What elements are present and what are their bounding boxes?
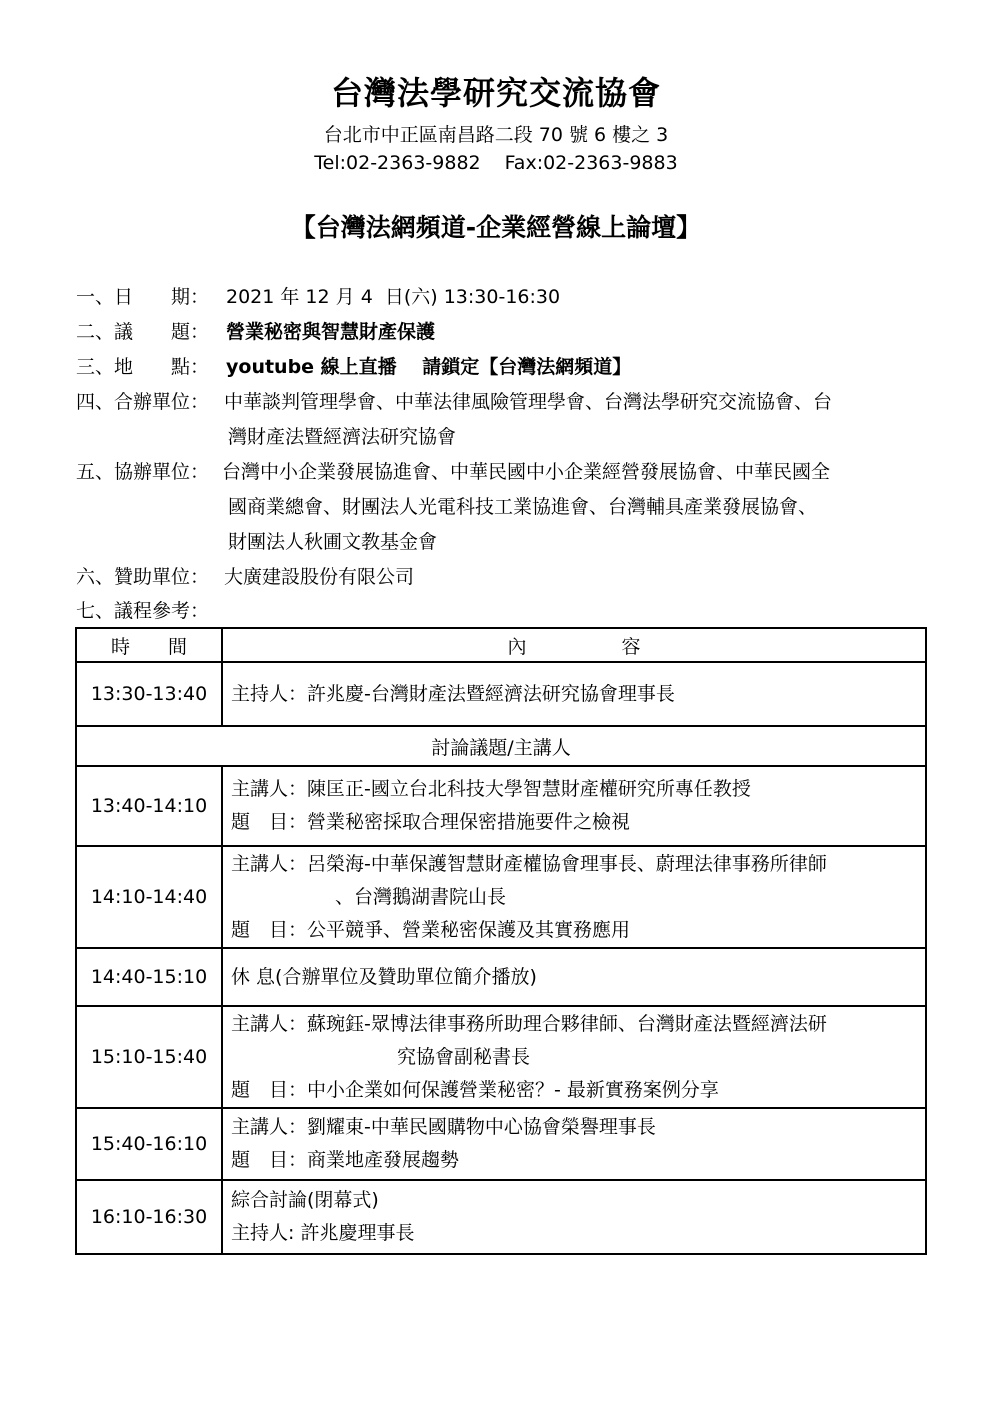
agenda-content — [222, 1006, 926, 1108]
agenda-line: 題 目：商業地產發展趨勢 — [231, 1149, 460, 1171]
info-organizers-line1: 中華談判管理學會、中華法律風險管理學會、台灣法學研究交流協會、台 — [224, 391, 833, 413]
agenda-line: 、台灣鵝湖書院山長 — [335, 885, 507, 908]
table-row — [76, 846, 926, 948]
agenda-time: 15:10-15:40 — [76, 1006, 222, 1108]
agenda-line: 題 目：營業秘密採取合理保密措施要件之檢視 — [231, 811, 631, 833]
header-content-label: 內 容 — [507, 635, 641, 658]
agenda-section-row — [76, 726, 926, 766]
agenda-content — [222, 948, 926, 1006]
org-address: 台北市中正區南昌路二段 70 號 6 樓之 3 — [323, 124, 669, 146]
agenda-content — [222, 1180, 926, 1254]
info-organizers-line2: 灣財產法暨經濟法研究協會 — [228, 426, 457, 448]
agenda-time: 14:40-15:10 — [76, 948, 222, 1006]
info-venue-value: youtube 線上直播 請鎖定【台灣法網頻道】 — [226, 356, 632, 378]
agenda-line: 題 目：中小企業如何保護營業秘密？- 最新實務案例分享 — [231, 1078, 719, 1101]
agenda-line: 主講人：陳匡正-國立台北科技大學智慧財產權研究所專任教授 — [231, 778, 751, 800]
event-title: 【台灣法網頻道-企業經營線上論壇】 — [290, 213, 702, 242]
agenda-content — [222, 1108, 926, 1180]
agenda-line: 主講人：劉耀東-中華民國購物中心協會榮譽理事長 — [231, 1116, 656, 1138]
info-date-label: 一、日 期： — [76, 286, 210, 308]
table-row — [76, 766, 926, 846]
table-row — [76, 1180, 926, 1254]
info-date-value: 2021 年 12 月 4 日(六) 13:30-16:30 — [226, 286, 561, 308]
table-row — [76, 948, 926, 1006]
agenda-label: 七、議程參考： — [76, 600, 210, 622]
info-co-organizers-label: 五、協辦單位： — [76, 461, 210, 483]
table-row — [76, 1006, 926, 1108]
info-organizers-label: 四、合辦單位： — [76, 391, 210, 413]
agenda-content — [222, 846, 926, 948]
info-sponsor-value: 大廣建設股份有限公司 — [224, 566, 415, 588]
org-contact — [0, 152, 992, 174]
info-venue-label: 三、地 點： — [76, 356, 210, 378]
info-co-organizers-line2: 國商業總會、財團法人光電科技工業協進會、台灣輔具產業發展協會、 — [228, 496, 818, 518]
agenda-line: 究協會副秘書長 — [397, 1045, 531, 1068]
info-sponsor-label: 六、贊助單位： — [76, 566, 210, 588]
info-co-organizers-line1: 台灣中小企業發展協進會、中華民國中小企業經營發展協會、中華民國全 — [222, 461, 831, 483]
agenda-time: 15:40-16:10 — [76, 1108, 222, 1180]
header-time-label: 時 間 — [110, 635, 187, 658]
table-row — [76, 662, 926, 726]
agenda-section-label: 討論議題/主講人 — [76, 726, 926, 766]
table-row — [76, 1108, 926, 1180]
agenda-line: 主講人：蘇琬鈺-眾博法律事務所助理合夥律師、台灣財產法暨經濟法研 — [231, 1012, 827, 1035]
agenda-table — [75, 627, 927, 1255]
org-fax: Fax:02-2363-9883 — [504, 152, 678, 174]
agenda-content — [222, 766, 926, 846]
agenda-line: 主持人: 許兆慶理事長 — [231, 1222, 415, 1244]
agenda-header-content — [222, 628, 926, 662]
agenda-header-time — [76, 628, 222, 662]
info-topic-label: 二、議 題： — [76, 321, 210, 343]
agenda-line: 主持人：許兆慶-台灣財產法暨經濟法研究協會理事長 — [231, 682, 675, 705]
agenda-time: 13:30-13:40 — [76, 662, 222, 726]
agenda-time: 14:10-14:40 — [76, 846, 222, 948]
agenda-line: 綜合討論(閉幕式) — [231, 1189, 379, 1211]
agenda-time: 13:40-14:10 — [76, 766, 222, 846]
agenda-line: 主講人：呂榮海-中華保護智慧財產權協會理事長、蔚理法律事務所律師 — [231, 852, 827, 875]
agenda-line: 休 息(合辦單位及贊助單位簡介播放) — [231, 965, 537, 988]
agenda-header-row — [76, 628, 926, 662]
info-co-organizers-line3: 財團法人秋圃文教基金會 — [228, 531, 438, 553]
org-name: 台灣法學研究交流協會 — [330, 74, 661, 112]
agenda-content — [222, 662, 926, 726]
info-topic-value: 營業秘密與智慧財產保護 — [226, 321, 436, 343]
agenda-time: 16:10-16:30 — [76, 1180, 222, 1254]
org-tel: Tel:02-2363-9882 — [314, 152, 481, 174]
agenda-line: 題 目：公平競爭、營業秘密保護及其實務應用 — [231, 918, 631, 941]
